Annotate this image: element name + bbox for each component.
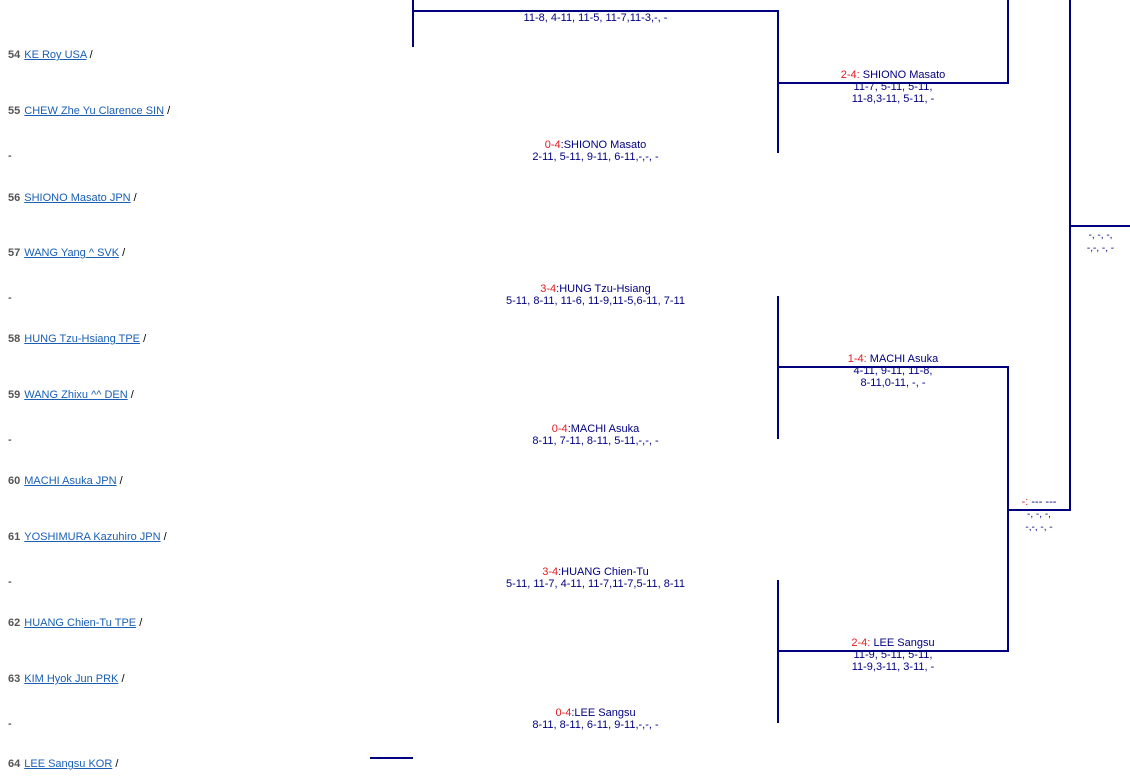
match-result [1009, 496, 1069, 534]
slash: / [115, 758, 119, 770]
bracket-line [370, 757, 413, 759]
player-seed: 64 [8, 758, 21, 770]
player-link[interactable]: LEE Sangsu KOR [24, 758, 113, 770]
slash: / [89, 49, 93, 61]
player-entry-62 [8, 617, 142, 629]
match-winner: --- --- [1031, 496, 1057, 508]
match-score: 0-4 [555, 707, 572, 719]
bye-dash: - [8, 434, 12, 446]
match-sets: -, -, -, [1027, 509, 1051, 520]
match-sets: 11-9, 5-11, 5-11, [853, 649, 933, 661]
player-link[interactable]: HUANG Chien-Tu TPE [24, 617, 137, 629]
match-sets: 8-11, 8-11, 6-11, 9-11,-,-, - [532, 719, 659, 731]
slash: / [143, 333, 147, 345]
match-sets: 5-11, 8-11, 11-6, 11-9,11-5,6-11, 7-11 [506, 295, 685, 307]
bracket-line [1069, 225, 1130, 227]
bye-dash: - [8, 292, 12, 304]
player-entry-54 [8, 49, 93, 61]
match-sets: -,-, -, - [1025, 522, 1053, 533]
match-sets: 8-11, 7-11, 8-11, 5-11,-,-, - [532, 435, 659, 447]
match-sets: 11-8, 4-11, 11-5, 11-7,11-3,-, - [523, 12, 668, 24]
bracket-line [1007, 366, 1009, 509]
match-winner: LEE Sangsu [574, 707, 636, 719]
match-result [779, 637, 1007, 673]
match-sets: 11-9,3-11, 3-11, - [851, 661, 935, 673]
player-link[interactable]: SHIONO Masato JPN [24, 192, 131, 204]
slash: / [130, 389, 134, 401]
player-entry-61 [8, 531, 167, 543]
slash: / [119, 475, 123, 487]
match-score: 1-4: [847, 353, 867, 365]
match-score: 2-4: [840, 69, 860, 81]
slash: / [122, 247, 126, 259]
match-result: 0-4:SHIONO Masato 2-11, 5-11, 9-11, 6-11,-,-, - [532, 139, 659, 163]
match-score: 0-4 [544, 139, 561, 151]
player-seed: 54 [8, 49, 21, 61]
slash: / [139, 617, 143, 629]
player-entry-55 [8, 105, 170, 117]
match-winner: HUANG Chien-Tu [561, 566, 649, 578]
match-winner: MACHI Asuka [570, 423, 640, 435]
match-winner: LEE Sangsu [873, 637, 935, 649]
match-score: 3-4 [540, 283, 557, 295]
bracket-line [1069, 0, 1071, 511]
player-seed: 62 [8, 617, 21, 629]
match-result [412, 12, 779, 24]
player-link[interactable]: MACHI Asuka JPN [24, 475, 117, 487]
player-link[interactable]: KIM Hyok Jun PRK [24, 673, 119, 685]
player-entry-56 [8, 192, 137, 204]
match-sets: 4-11, 9-11, 11-8, [853, 365, 933, 377]
player-link[interactable]: WANG Zhixu ^^ DEN [24, 389, 128, 401]
player-link[interactable]: CHEW Zhe Yu Clarence SIN [24, 105, 165, 117]
player-seed: 58 [8, 333, 21, 345]
player-entry-57 [8, 247, 125, 259]
match-score: 0-4 [551, 423, 568, 435]
match-result [1071, 229, 1130, 255]
match-result [779, 353, 1007, 389]
player-seed: 57 [8, 247, 21, 259]
match-sets: -, -, -, [1088, 230, 1113, 241]
match-winner: MACHI Asuka [869, 353, 939, 365]
player-entry-59 [8, 389, 134, 401]
player-entry-60 [8, 475, 123, 487]
match-winner: HUNG Tzu-Hsiang [559, 283, 651, 295]
match-result: 0-4:MACHI Asuka 8-11, 7-11, 8-11, 5-11,-,-, - [532, 423, 659, 447]
bye-dash: - [8, 718, 12, 730]
player-link[interactable]: KE Roy USA [24, 49, 87, 61]
match-score: -: [1021, 496, 1029, 508]
player-link[interactable]: HUNG Tzu-Hsiang TPE [24, 333, 140, 345]
match-sets: 5-11, 11-7, 4-11, 11-7,11-7,5-11, 8-11 [506, 578, 685, 590]
match-sets: -,-, -, - [1086, 243, 1115, 254]
match-result: 3-4:HUNG Tzu-Hsiang 5-11, 8-11, 11-6, 11-9,11-5,6-11, 7-11 [506, 283, 685, 307]
player-seed: 59 [8, 389, 21, 401]
player-link[interactable]: YOSHIMURA Kazuhiro JPN [24, 531, 161, 543]
bracket-line [1007, 0, 1009, 84]
match-result: 3-4:HUANG Chien-Tu 5-11, 11-7, 4-11, 11-7,11-7,5-11, 8-11 [506, 566, 685, 590]
slash: / [163, 531, 167, 543]
match-sets: 8-11,0-11, -, - [860, 377, 926, 389]
match-score: 3-4 [542, 566, 559, 578]
match-result [779, 69, 1007, 105]
match-winner: SHIONO Masato [563, 139, 647, 151]
bye-dash: - [8, 576, 12, 588]
match-sets: 11-7, 5-11, 5-11, [853, 81, 933, 93]
player-seed: 61 [8, 531, 21, 543]
slash: / [167, 105, 171, 117]
match-score: 2-4: [851, 637, 871, 649]
slash: / [133, 192, 137, 204]
match-winner: SHIONO Masato [862, 69, 946, 81]
player-entry-58 [8, 333, 146, 345]
bye-dash: - [8, 150, 12, 162]
player-link[interactable]: WANG Yang ^ SVK [24, 247, 120, 259]
player-seed: 63 [8, 673, 21, 685]
player-seed: 60 [8, 475, 21, 487]
match-sets: 11-8,3-11, 5-11, - [851, 93, 935, 105]
match-result: 0-4:LEE Sangsu 8-11, 8-11, 6-11, 9-11,-,-, - [532, 707, 659, 731]
player-entry-63 [8, 673, 125, 685]
player-seed: 55 [8, 105, 21, 117]
match-sets: 2-11, 5-11, 9-11, 6-11,-,-, - [532, 151, 659, 163]
player-seed: 56 [8, 192, 21, 204]
player-entry-64 [8, 758, 118, 770]
slash: / [121, 673, 125, 685]
